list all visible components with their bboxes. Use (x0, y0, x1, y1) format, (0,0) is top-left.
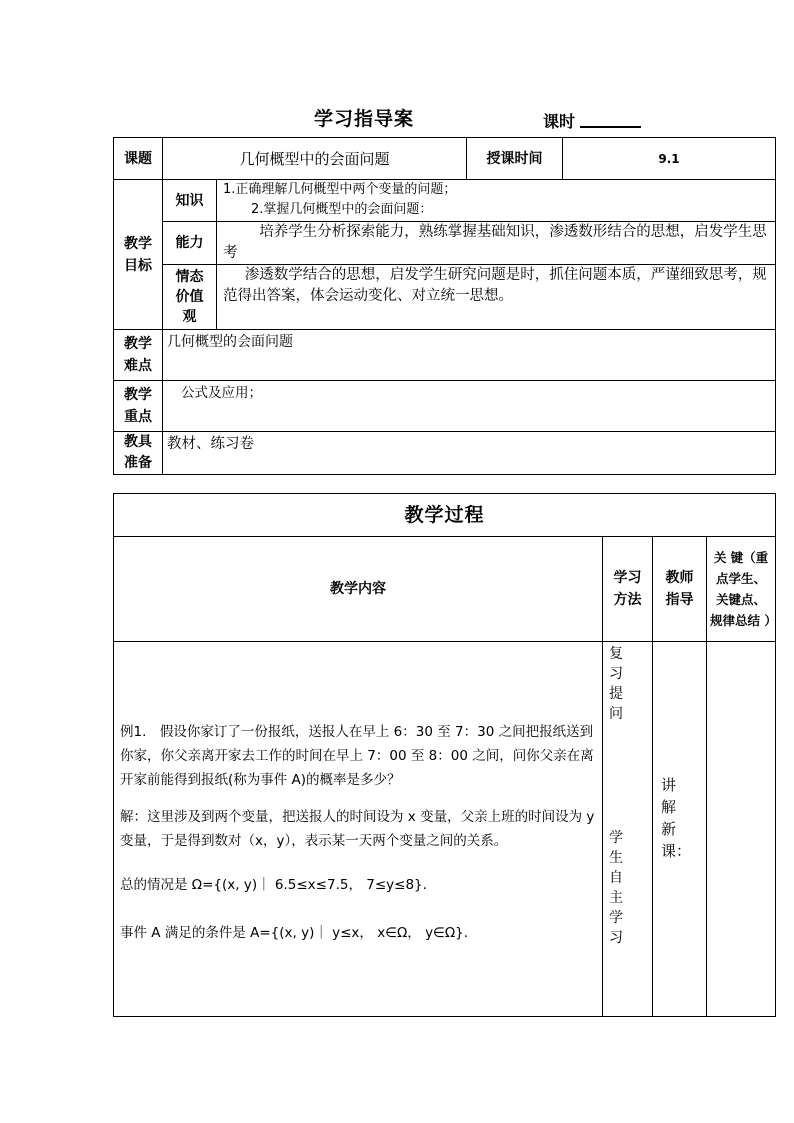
lesson-info-table (113, 137, 776, 475)
teacher-guide: 讲解新课： (661, 776, 692, 860)
total-set: 总的情况是 Ω={(x, y)｜ 6.5≤x≤7.5， 7≤y≤8}. (120, 877, 427, 893)
topic-label: 课题 (114, 138, 163, 180)
page-title: 学习指导案 (314, 108, 415, 130)
key-value: 公式及应用； (181, 385, 262, 401)
tools-content (163, 432, 776, 475)
period-blank-line (580, 126, 641, 128)
difficulty-label-cell (114, 330, 163, 381)
ability-text: 培养学生分析探索能力，熟练掌握基础知识，渗透数形结合的思想，启发学生思考 (223, 224, 767, 261)
knowledge-line-2: 2.掌握几何概型中的会面问题： (251, 202, 433, 217)
period-label: 课时 (543, 112, 576, 131)
method-cell (603, 642, 653, 1017)
key-notes-cell (707, 642, 776, 1017)
topic-value: 几何概型中的会面问题 (163, 138, 467, 180)
col-key-header: 关 键（重点学生、关键点、规律总结 ） (710, 550, 777, 628)
tools-label: 教具准备 (124, 434, 152, 471)
ability-content (217, 222, 776, 265)
emotion-label-cell (163, 265, 217, 330)
example-1: 例1. 假设你家订了一份报纸，送报人在早上 6：30 至 7：30 之间把报纸送到你家，你父亲离开家去工作的时间在早上 7：00 至 8：00 之间，问你父亲在离开家前能得到报纸(称为事件 A)的概率是多少？ (120, 724, 594, 788)
difficulty-content (163, 330, 776, 381)
method-review: 复 习提问 (609, 646, 631, 722)
difficulty-value: 几何概型的会面问题 (167, 334, 293, 350)
key-label: 教学重点 (124, 387, 152, 425)
teaching-process-table (113, 493, 776, 1017)
emotion-content (217, 265, 776, 330)
process-title: 教学过程 (114, 494, 776, 537)
knowledge-content (217, 180, 776, 222)
key-content (163, 381, 776, 432)
event-set: 事件 A 满足的条件是 A={(x, y)｜ y≤x， x∈Ω， y∈Ω}. (120, 925, 469, 941)
difficulty-label: 教学难点 (124, 336, 152, 374)
content-cell (114, 642, 603, 1017)
knowledge-line-1: 1.正确理解几何概型中两个变量的问题； (223, 182, 457, 197)
col-teacher-header-cell (653, 537, 707, 642)
col-key-header-cell (707, 537, 776, 642)
emotion-label: 情态价值观 (175, 269, 204, 325)
col-content-header: 教学内容 (114, 537, 603, 642)
time-label: 授课时间 (467, 138, 563, 180)
objectives-label-cell (114, 180, 163, 330)
ability-label: 能力 (163, 222, 217, 265)
emotion-text: 渗透数学结合的思想，启发学生研究问题是时，抓住问题本质，严谨细致思考，规范得出答案，体会运动变化、对立统一思想。 (223, 267, 767, 304)
key-label-cell (114, 381, 163, 432)
tools-label-cell (114, 432, 163, 475)
objectives-label: 教学目标 (124, 235, 152, 274)
solution-text: 解：这里涉及到两个变量，把送报人的时间设为 x 变量，父亲上班的时间设为 y 变量，于是得到数对（x，y），表示某一天两个变量之间的关系。 (120, 809, 595, 849)
tools-value: 教材、练习卷 (167, 436, 254, 452)
knowledge-label: 知识 (163, 180, 217, 222)
teacher-cell (653, 642, 707, 1017)
col-teacher-header: 教师指导 (665, 570, 694, 608)
time-value: 9.1 (563, 138, 776, 180)
method-self-study: 学 生自 主学习 (609, 830, 631, 946)
col-method-header: 学习方法 (613, 570, 642, 608)
col-method-header-cell (603, 537, 653, 642)
